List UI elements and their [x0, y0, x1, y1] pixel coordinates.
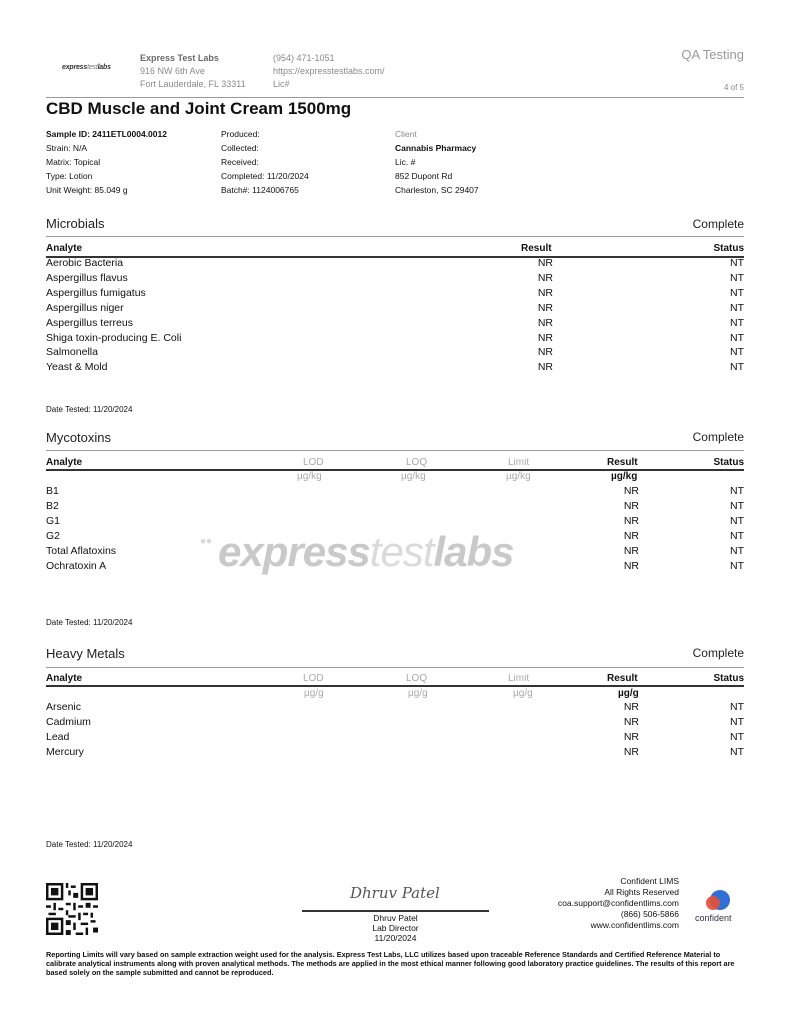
result-cell: NR — [623, 716, 639, 728]
logo-word-express: express — [62, 64, 88, 71]
mycotoxins-divider — [46, 450, 744, 451]
table-row — [46, 346, 744, 361]
table-row — [46, 500, 744, 515]
status-cell: NT — [730, 500, 744, 512]
analyte-cell: Yeast & Mold — [46, 361, 108, 374]
result-cell: NR — [623, 530, 639, 542]
result-cell: NR — [537, 331, 553, 344]
mycotoxins-status: Complete — [692, 430, 744, 444]
analyte-cell: B1 — [46, 485, 59, 497]
analyte-cell: Mercury — [46, 746, 84, 758]
heavy-metals-header-result: Result — [607, 673, 638, 684]
lims-email-link[interactable]: coa.support@confidentlims.com — [557, 898, 679, 908]
status-cell: NT — [730, 257, 744, 269]
qa-testing-label: QA Testing — [681, 47, 744, 62]
disclaimer-text: Reporting Limits will vary based on sample extraction weight used for the analysis. Express Test Labs, LLC utilizes based upon traceable Reference Standards and Certified Reference Material to calibrate analytical instruments along with proven analytical methods. The methods are applied in the most ethical manner following good laboratory practice guidelines. The results of this report are based solely on the sample submitted and cannot be reproduced. — [46, 950, 735, 977]
signer-name: Dhruv Patel — [373, 913, 418, 923]
table-row — [46, 701, 744, 716]
mycotoxins-header-result: Result — [607, 457, 638, 468]
mycotoxins-unit-lod: µg/kg — [297, 471, 322, 482]
lab-phone: (954) 471-1051 — [273, 53, 335, 63]
table-row — [46, 287, 744, 302]
lims-name: Confident LIMS — [620, 876, 679, 886]
lims-phone: (866) 506-5866 — [620, 909, 679, 919]
status-cell: NT — [730, 361, 744, 374]
heavy-metals-date-tested: Date Tested: 11/20/2024 — [46, 840, 133, 849]
heavy-metals-unit-loq: µg/g — [408, 688, 428, 699]
mycotoxins-unit-loq: µg/kg — [401, 471, 426, 482]
page-number: 4 of 5 — [723, 83, 744, 92]
heavy-metals-header-limit: Limit — [508, 673, 530, 684]
product-title: CBD Muscle and Joint Cream 1500mg — [46, 99, 352, 118]
result-cell: NR — [537, 361, 553, 374]
client-license: Lic. # — [395, 157, 416, 167]
analyte-cell: Lead — [46, 731, 70, 743]
analyte-cell: Aspergillus flavus — [46, 271, 128, 284]
signer-title: Lab Director — [372, 923, 419, 933]
watermark-dots-icon: ●● — [200, 536, 213, 547]
table-row — [46, 302, 744, 317]
heavy-metals-divider — [46, 667, 744, 668]
status-cell: NT — [730, 530, 744, 542]
microbials-header-status: Status — [713, 243, 744, 254]
result-cell: NR — [623, 701, 639, 713]
type: Type: Lotion — [46, 171, 93, 181]
status-cell: NT — [730, 271, 744, 284]
lab-website-link[interactable]: https://expresstestlabs.com/ — [273, 66, 385, 76]
table-row — [46, 257, 744, 272]
analyte-cell: G1 — [46, 515, 61, 527]
mycotoxins-header-rule — [46, 469, 744, 471]
watermark-word-labs: labs — [433, 528, 514, 575]
table-row — [46, 361, 744, 376]
analyte-cell: Aspergillus fumigatus — [46, 286, 146, 299]
microbials-divider — [46, 236, 744, 237]
qr-code-icon[interactable] — [46, 883, 98, 935]
heavy-metals-unit-limit: µg/g — [513, 688, 533, 699]
matrix: Matrix: Topical — [46, 157, 101, 167]
mycotoxins-unit-limit: µg/kg — [506, 471, 531, 482]
analyte-cell: B2 — [46, 500, 59, 512]
confident-logo-text: confident — [695, 913, 732, 923]
table-row — [46, 332, 744, 347]
client-name: Cannabis Pharmacy — [395, 143, 477, 153]
table-row — [46, 731, 744, 746]
table-row — [46, 317, 744, 332]
status-cell: NT — [730, 316, 744, 329]
analyte-cell: Salmonella — [46, 346, 98, 359]
produced: Produced: — [221, 129, 260, 139]
heavy-metals-header-analyte: Analyte — [46, 673, 83, 684]
table-row — [46, 272, 744, 287]
analyte-cell: Shiga toxin-producing E. Coli — [46, 331, 182, 344]
collected: Collected: — [221, 143, 259, 153]
result-cell: NR — [537, 271, 553, 284]
lims-website-link[interactable]: www.confidentlims.com — [590, 920, 679, 930]
mycotoxins-title: Mycotoxins — [46, 430, 112, 445]
analyte-cell: Ochratoxin A — [46, 560, 107, 572]
received: Received: — [221, 157, 259, 167]
heavy-metals-unit-result: µg/g — [618, 688, 639, 699]
watermark-word-test: test — [369, 528, 434, 575]
analyte-cell: Arsenic — [46, 701, 82, 713]
express-test-labs-watermark — [218, 528, 514, 576]
heavy-metals-title: Heavy Metals — [46, 646, 125, 661]
result-cell: NR — [623, 560, 639, 572]
mycotoxins-header-lod: LOD — [303, 457, 324, 468]
mycotoxins-header-loq: LOQ — [406, 457, 428, 468]
analyte-cell: Cadmium — [46, 716, 91, 728]
confident-lims-info — [558, 876, 679, 931]
status-cell: NT — [730, 286, 744, 299]
client-address-line1: 852 Dupont Rd — [395, 171, 453, 181]
result-cell: NR — [623, 545, 639, 557]
status-cell: NT — [730, 485, 744, 497]
strain: Strain: N/A — [46, 143, 88, 153]
lab-address-block — [140, 52, 246, 91]
signature-line — [302, 910, 489, 912]
result-cell: NR — [537, 346, 553, 359]
analyte-cell: Total Aflatoxins — [46, 545, 117, 557]
analyte-cell: Aspergillus terreus — [46, 316, 133, 329]
status-cell: NT — [730, 746, 744, 758]
result-cell: NR — [537, 257, 553, 269]
result-cell: NR — [537, 301, 553, 314]
table-row — [46, 716, 744, 731]
result-cell: NR — [623, 500, 639, 512]
result-cell: NR — [623, 731, 639, 743]
microbials-status: Complete — [692, 217, 744, 231]
result-cell: NR — [623, 746, 639, 758]
heavy-metals-header-rule — [46, 685, 744, 687]
lab-address-line2: Fort Lauderdale, FL 33311 — [140, 79, 246, 89]
status-cell: NT — [730, 701, 744, 713]
client-info-column — [395, 127, 479, 197]
heavy-metals-header-loq: LOQ — [406, 673, 428, 684]
lims-rights: All Rights Reserved — [604, 887, 679, 897]
signature-block — [302, 913, 489, 943]
microbials-title: Microbials — [46, 216, 105, 231]
mycotoxins-date-tested: Date Tested: 11/20/2024 — [46, 618, 133, 627]
sample-id: Sample ID: 2411ETL0004.0012 — [46, 129, 167, 139]
confident-logo-icon — [696, 888, 740, 914]
microbials-header-analyte: Analyte — [46, 243, 83, 254]
lab-contact-block — [273, 52, 385, 91]
signature-image: Dhruv Patel — [350, 884, 440, 902]
watermark-word-express: express — [218, 528, 370, 575]
table-row — [46, 746, 744, 761]
heavy-metals-unit-lod: µg/g — [304, 688, 324, 699]
result-cell: NR — [537, 316, 553, 329]
mycotoxins-unit-result: µg/kg — [611, 471, 638, 482]
result-cell: NR — [537, 286, 553, 299]
status-cell: NT — [730, 331, 744, 344]
analyte-cell: Aspergillus niger — [46, 301, 124, 314]
batch-number: Batch#: 1124006765 — [221, 185, 299, 195]
microbials-date-tested: Date Tested: 11/20/2024 — [46, 405, 133, 414]
status-cell: NT — [730, 545, 744, 557]
heavy-metals-header-status: Status — [713, 673, 744, 684]
lab-name: Express Test Labs — [140, 53, 219, 63]
client-label: Client — [395, 129, 417, 139]
microbials-header-result: Result — [521, 243, 552, 254]
signed-date: 11/20/2024 — [374, 933, 417, 943]
lab-address-line1: 916 NW 6th Ave — [140, 66, 205, 76]
lab-license: Lic# — [273, 79, 290, 89]
mycotoxins-header-limit: Limit — [508, 457, 530, 468]
analyte-cell: G2 — [46, 530, 61, 542]
result-cell: NR — [623, 485, 639, 497]
heavy-metals-status: Complete — [692, 646, 744, 660]
status-cell: NT — [730, 301, 744, 314]
heavy-metals-header-lod: LOD — [303, 673, 324, 684]
table-row — [46, 485, 744, 500]
mycotoxins-header-status: Status — [713, 457, 744, 468]
status-cell: NT — [730, 515, 744, 527]
header-divider — [46, 97, 744, 98]
sample-info-column-2 — [221, 127, 309, 197]
unit-weight: Unit Weight: 85.049 g — [46, 185, 128, 195]
status-cell: NT — [730, 731, 744, 743]
completed: Completed: 11/20/2024 — [221, 171, 309, 181]
status-cell: NT — [730, 560, 744, 572]
result-cell: NR — [623, 515, 639, 527]
express-test-labs-logo — [62, 64, 111, 71]
client-address-line2: Charleston, SC 29407 — [395, 185, 479, 195]
sample-info-column-1 — [46, 127, 167, 197]
mycotoxins-header-analyte: Analyte — [46, 457, 83, 468]
analyte-cell: Aerobic Bacteria — [46, 257, 124, 269]
logo-word-labs: labs — [97, 64, 111, 71]
logo-word-test: test — [87, 64, 98, 71]
status-cell: NT — [730, 346, 744, 359]
status-cell: NT — [730, 716, 744, 728]
